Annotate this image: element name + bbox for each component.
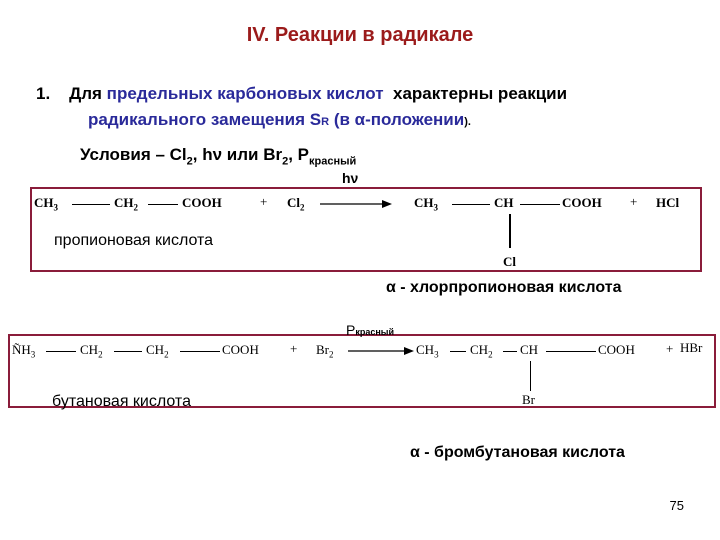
p1-cl: Cl	[503, 254, 516, 269]
bond	[503, 351, 517, 352]
plus-sign: +	[630, 194, 638, 209]
plus-sign: +	[260, 194, 268, 209]
paragraph-line-1	[36, 84, 567, 104]
r1-ch2-sub: 2	[133, 202, 138, 213]
bond-vertical	[509, 214, 511, 248]
r2-br2-sub: 2	[329, 349, 334, 360]
p1-ch3-text: CH	[414, 195, 434, 210]
r2-ch2-a-sub: 2	[98, 349, 103, 360]
p2-ch: CH	[520, 342, 539, 357]
paragraph-line-2	[88, 110, 471, 130]
bond	[46, 351, 76, 352]
r2-ch2-a-text: CH	[80, 342, 99, 357]
p2-br: Br	[522, 392, 535, 407]
r2-ch2-a	[80, 342, 103, 360]
r1-cl2-sub: 2	[300, 202, 305, 213]
r1-cooh: COOH	[182, 195, 222, 210]
p2-ch3-sub: 3	[434, 349, 439, 360]
intro-text: Для	[69, 84, 102, 103]
r1-ch3-sub: 3	[53, 202, 58, 213]
catalyst-main: Р	[346, 322, 356, 338]
p2-ch2-sub: 2	[488, 349, 493, 360]
cond-p: , P	[288, 145, 310, 164]
cond-sub-2: 2	[282, 155, 289, 168]
sr-symbol	[310, 110, 329, 129]
r2-cooh: COOH	[222, 342, 259, 357]
r1-ch3-text: CH	[34, 195, 54, 210]
page-title: IV. Реакции в радикале	[246, 24, 474, 46]
r1-ch2	[114, 195, 138, 213]
bond	[114, 351, 142, 352]
product-name-1: α - хлорпропионовая кислота	[386, 279, 622, 296]
reactant-name-2: бутановая кислота	[52, 393, 191, 410]
r2-ch3	[12, 342, 35, 360]
bond	[520, 204, 560, 205]
bond	[72, 204, 110, 205]
r2-ch3-text: ÑH	[12, 342, 31, 357]
sr-main: S	[309, 110, 322, 129]
position-close: ).	[464, 116, 471, 128]
p2-ch3	[416, 342, 439, 360]
p2-ch2	[470, 342, 493, 360]
bond-vertical	[530, 361, 531, 391]
catalyst-sub: красный	[355, 327, 395, 337]
r2-ch3-sub: 3	[30, 349, 36, 360]
sr-sub: R	[321, 116, 330, 128]
bond	[452, 204, 490, 205]
bond	[148, 204, 178, 205]
product-name-2: α - бромбутановая кислота	[410, 444, 625, 461]
r2-br2	[316, 342, 334, 360]
reactant-name-1: пропионовая кислота	[54, 232, 214, 249]
r2-ch2-b-text: CH	[146, 342, 165, 357]
p1-ch3-sub: 3	[433, 202, 438, 213]
r2-ch2-b-sub: 2	[164, 349, 169, 360]
r1-ch2-text: CH	[114, 195, 134, 210]
p2-ch2-text: CH	[470, 342, 489, 357]
p2-hbr: HBr	[680, 340, 703, 355]
item-number: 1.	[36, 84, 51, 103]
rest-text: характерны реакции	[393, 84, 568, 103]
bond	[546, 351, 596, 352]
p1-ch: CH	[494, 195, 514, 210]
position-text: (в α-положении	[333, 110, 465, 129]
r1-cl2	[287, 195, 305, 213]
r2-br2-text: Br	[316, 342, 329, 357]
cond-prefix: Условия – Cl	[80, 145, 187, 164]
page-number: 75	[669, 498, 684, 513]
p2-cooh: COOH	[598, 342, 635, 357]
plus-sign: +	[290, 341, 298, 356]
highlight-text: предельных карбоновых кислот	[106, 84, 384, 103]
r1-ch3	[34, 195, 58, 213]
highlight-text-2: радикального замещения	[88, 110, 306, 129]
reaction-arrow	[348, 343, 414, 359]
cond-p-sub: красный	[309, 155, 357, 168]
r1-cl2-text: Cl	[287, 195, 300, 210]
p2-ch3-text: CH	[416, 342, 435, 357]
bond	[180, 351, 220, 352]
r2-ch2-b	[146, 342, 169, 360]
p1-ch3	[414, 195, 438, 213]
cond-sub-1: 2	[186, 155, 193, 168]
cond-hv: , hν или Br	[192, 145, 283, 164]
catalyst-label	[346, 322, 394, 338]
hv-label: hν	[342, 170, 359, 186]
conditions-line	[80, 145, 356, 167]
p1-hcl: HCl	[656, 195, 680, 210]
reaction-arrow	[320, 196, 392, 212]
p1-cooh: COOH	[562, 195, 602, 210]
plus-sign: +	[666, 341, 674, 356]
bond	[450, 351, 466, 352]
